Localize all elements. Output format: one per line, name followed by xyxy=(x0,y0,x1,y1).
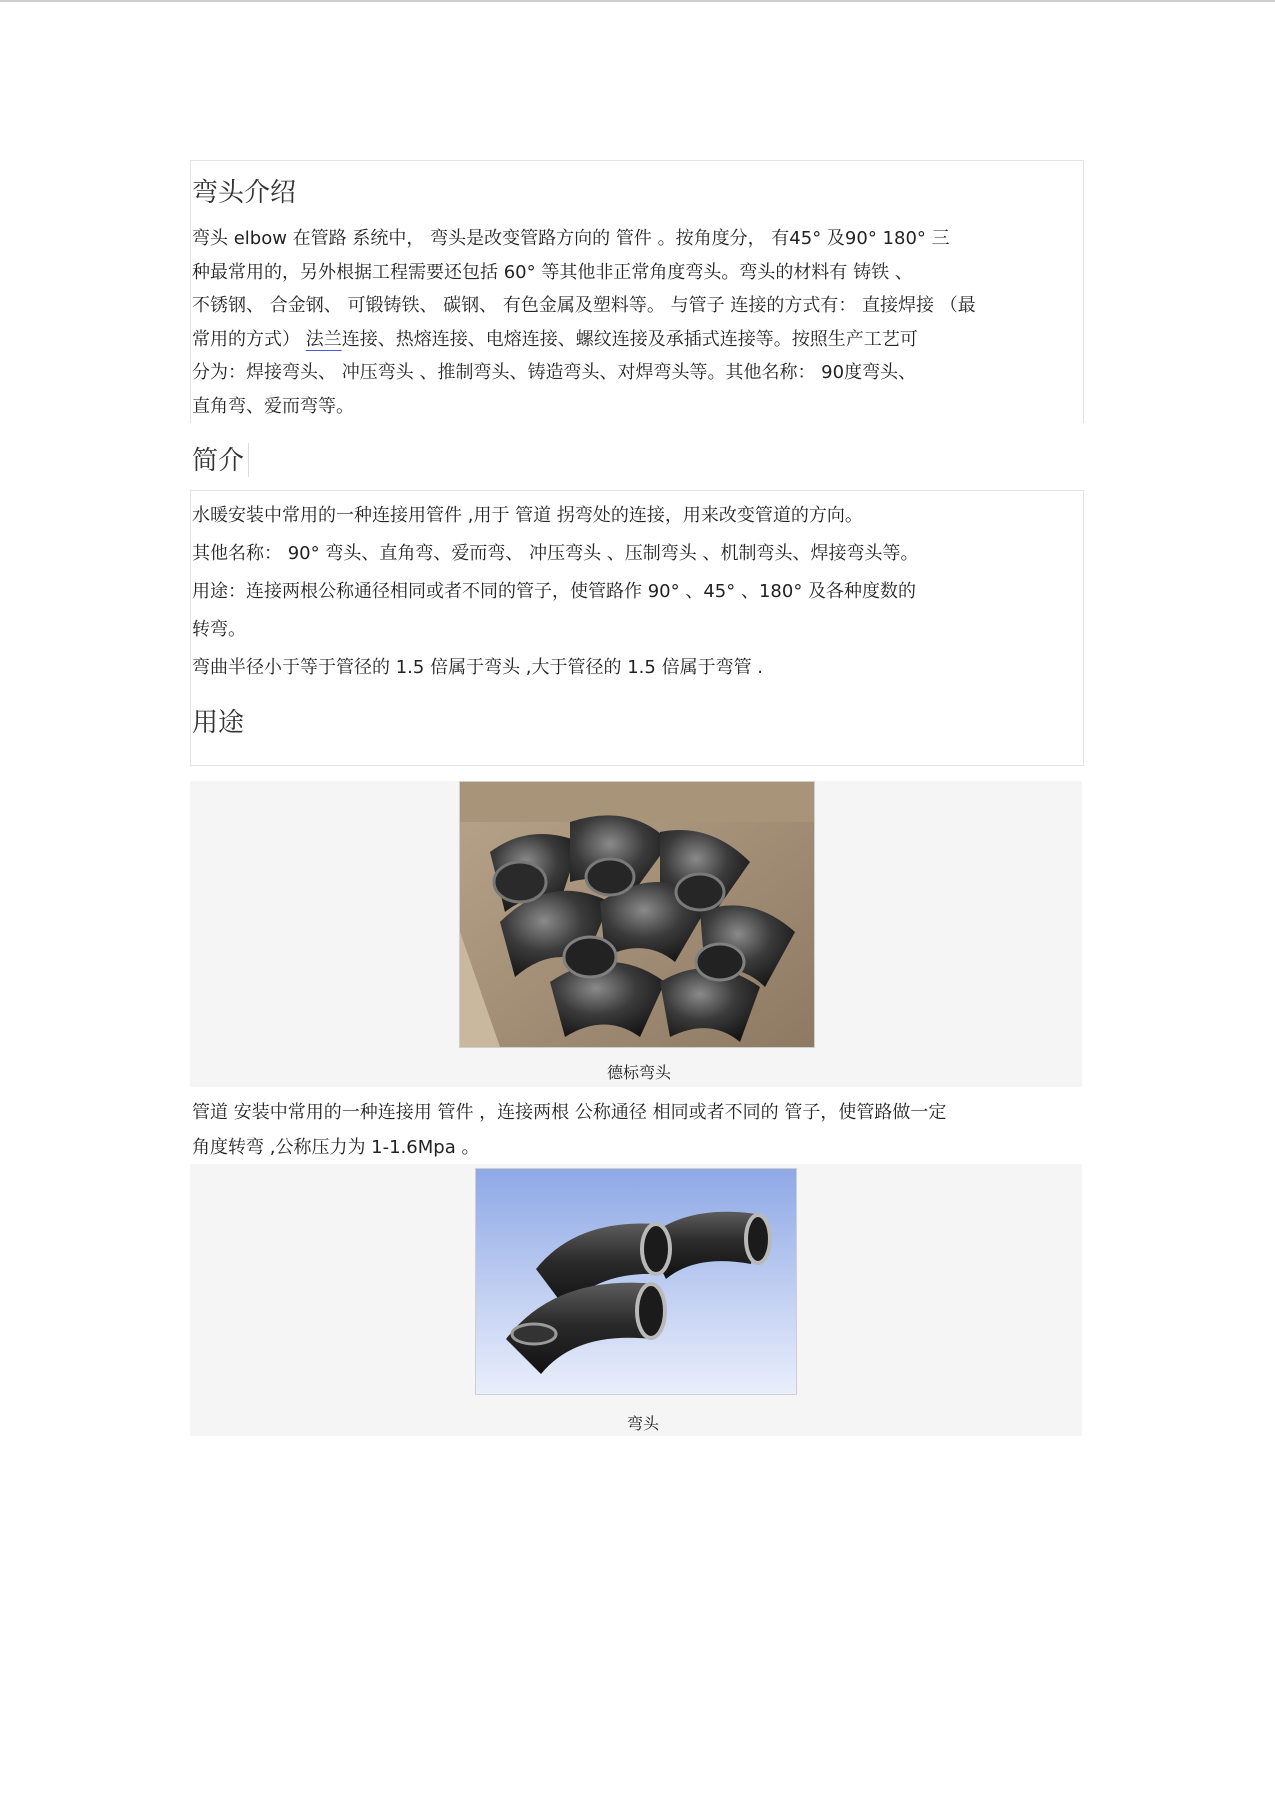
summary-line: 用途：连接两根公称通径相同或者不同的管子，使管路作 90° 、45° 、180° 及各种度数的 xyxy=(192,581,917,602)
din-elbow-photo xyxy=(459,781,815,1048)
intro-line-part: 常用的方式） xyxy=(192,328,300,350)
intro-line-part: 连接、热熔连接、电熔连接、螺纹连接及承插式连接等。按照生产工艺可 xyxy=(341,328,918,350)
intro-paragraph xyxy=(192,222,1080,423)
caption-din-elbow: 德标弯头 xyxy=(607,1063,672,1082)
caption-elbow: 弯头 xyxy=(627,1414,660,1433)
section-title-summary: 简介 xyxy=(192,446,245,476)
flange-link[interactable]: 法兰 xyxy=(305,328,342,350)
intro-line-with-link xyxy=(192,323,1080,357)
section-title-usage: 用途 xyxy=(192,708,245,738)
intro-line: 直角弯、爱而弯等。 xyxy=(192,395,354,417)
usage-paragraph xyxy=(192,1095,1080,1165)
usage-line: 管道 安装中常用的一种连接用 管件 ，连接两根 公称通径 相同或者不同的 管子，使管路做一定 xyxy=(192,1102,947,1123)
intro-line: 弯头 elbow 在管路 系统中， 弯头是改变管路方向的 管件 。按角度分， 有45° 及90° 180° 三 xyxy=(192,228,950,249)
intro-line: 种最常用的，另外根据工程需要还包括 60° 等其他非正常角度弯头。弯头的材料有 铸铁 、 xyxy=(192,261,913,283)
summary-line: 弯曲半径小于等于管径的 1.5 倍属于弯头 ,大于管径的 1.5 倍属于弯管 . xyxy=(192,657,764,678)
usage-line: 角度转弯 ,公称压力为 1-1.6Mpa 。 xyxy=(192,1137,480,1158)
summary-line: 转弯。 xyxy=(192,619,246,640)
top-border-line xyxy=(0,0,1275,2)
summary-line: 水暖安装中常用的一种连接用管件 ,用于 管道 拐弯处的连接，用来改变管道的方向。 xyxy=(192,505,863,526)
intro-line: 不锈钢、 合金钢、 可锻铸铁、 碳钢、 有色金属及塑料等。 与管子 连接的方式有： 直接焊接 （最 xyxy=(192,295,976,316)
summary-paragraph xyxy=(192,497,1080,687)
section-title-intro: 弯头介绍 xyxy=(192,178,297,208)
elbow-photo xyxy=(475,1168,797,1395)
summary-line: 其他名称： 90° 弯头、直角弯、爱而弯、 冲压弯头 、压制弯头 、机制弯头、焊接弯头等。 xyxy=(192,543,919,564)
intro-line: 分为：焊接弯头、 冲压弯头 、推制弯头、铸造弯头、对焊弯头等。其他名称： 90度弯头、 xyxy=(192,362,917,383)
title-divider xyxy=(248,443,249,477)
